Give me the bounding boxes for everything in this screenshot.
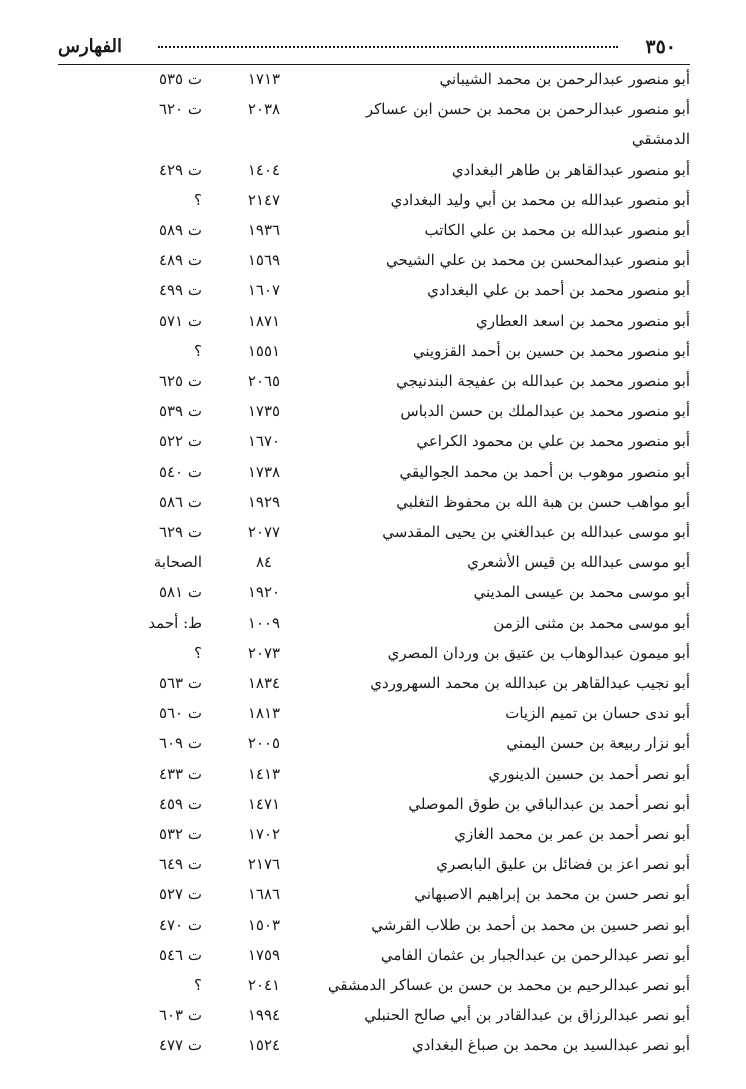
entry-number: ١٧٣٨	[247, 462, 281, 481]
entry-death-note: ت ٥٦٠	[158, 704, 202, 723]
entry-number: ١٤٠٤	[247, 160, 281, 179]
index-entry	[0, 974, 746, 1002]
entry-death-note: ت ٥٢٧	[158, 885, 202, 904]
entry-death-note: ت ٦٢٩	[158, 523, 202, 541]
index-entry	[0, 279, 746, 307]
entry-number: ١٧٣٥	[247, 402, 281, 421]
index-entry	[0, 672, 746, 700]
entry-number: ١٥٦٩	[247, 251, 281, 270]
entry-number: ٢٠٠٥	[247, 734, 281, 753]
entry-name: أبو نصر عبدالرزاق بن عبدالقادر بن أبي صالح الحنبلي	[364, 1006, 690, 1025]
entry-number: ١٦٠٧	[247, 281, 281, 300]
entry-name: أبو منصور موهوب بن أحمد بن محمد الجواليقي	[399, 462, 690, 481]
entry-name: أبو منصور عبدالمحسن بن محمد بن علي الشيحي	[386, 251, 690, 270]
entry-name: أبو منصور عبدالرحمن بن محمد الشيباني	[439, 70, 690, 88]
entry-name: أبو نصر عبدالرحيم بن محمد بن حسن بن عساكر الدمشقي	[327, 976, 690, 994]
entry-death-note: ؟	[194, 643, 202, 662]
entry-name: أبو منصور عبدالله بن محمد بن علي الكاتب	[424, 221, 690, 239]
page-number: ٣٥٠	[645, 36, 676, 58]
entry-death-note: ت ٥٣٢	[158, 825, 202, 843]
entry-name: أبو نصر عبدالسيد بن محمد بن صباغ البغدادي	[412, 1036, 690, 1055]
index-entry	[0, 219, 746, 247]
entry-name: أبو موسى محمد بن عيسى المديني	[473, 583, 690, 602]
entry-death-note: ت ٤٢٩	[158, 160, 202, 179]
entry-death-note: ت ٤٧٠	[158, 915, 202, 934]
index-entry	[0, 823, 746, 851]
entry-death-note: ت ٥٨١	[158, 583, 202, 602]
index-entry	[0, 310, 746, 338]
entry-number: ١٥٥١	[247, 341, 281, 360]
entry-death-note: ت ٤٧٧	[158, 1036, 202, 1055]
entry-death-note: ت ٥٦٣	[158, 674, 202, 692]
index-entry	[0, 340, 746, 368]
entry-name: أبو نصر حسين بن محمد بن أحمد بن طلاب القرشي	[371, 915, 690, 934]
entry-name: أبو منصور عبدالقاهر بن طاهر البغدادي	[451, 160, 690, 179]
entry-death-note: ؟	[194, 190, 202, 209]
index-entry	[0, 400, 746, 428]
index-entry	[0, 551, 746, 579]
entry-number: ٢١٧٦	[247, 855, 281, 874]
entry-number: ١٨٣٤	[247, 674, 281, 692]
index-entry	[0, 1034, 746, 1062]
entry-name: أبو موسى محمد بن مثنى الزمن	[493, 613, 690, 632]
entry-number: ١٧١٣	[247, 70, 281, 88]
index-entry	[0, 461, 746, 489]
entry-number: ١٠٠٩	[247, 613, 281, 632]
entry-death-note: ت ٥٣٥	[158, 70, 202, 88]
entry-number: ٢٠٣٨	[247, 100, 281, 119]
index-entry	[0, 430, 746, 458]
entry-name: أبو منصور محمد بن علي بن محمود الكراعي	[416, 432, 690, 451]
entry-death-note: الصحابة	[153, 553, 202, 572]
entry-death-note: ت ٥٧١	[158, 311, 202, 330]
index-entry	[0, 612, 746, 640]
entry-number: ١٦٧٠	[247, 432, 281, 451]
entry-death-note: ت ٥٨٩	[158, 221, 202, 239]
entry-name: أبو منصور محمد بن عبدالله بن عفيجة البندنيجي	[396, 372, 690, 390]
page-header	[58, 34, 690, 65]
entry-name: أبو منصور محمد بن أحمد بن علي البغدادي	[427, 281, 690, 300]
index-entry	[0, 249, 746, 277]
index-entry	[0, 159, 746, 187]
index-entry	[0, 642, 746, 670]
entry-name: أبو منصور عبدالله بن محمد بن أبي وليد البغدادي	[390, 190, 690, 209]
entry-name: أبو منصور محمد بن عبدالملك بن حسن الدباس	[400, 402, 690, 421]
index-entry	[0, 763, 746, 791]
entry-number: ١٩٣٦	[247, 221, 281, 239]
entry-name: أبو نجيب عبدالقاهر بن عبدالله بن محمد السهروردي	[370, 674, 690, 692]
index-entry	[0, 944, 746, 972]
entry-name: أبو منصور محمد بن اسعد العطاري	[475, 311, 690, 330]
entry-death-note: ت ٤٩٩	[158, 281, 202, 300]
index-entry	[0, 1004, 746, 1032]
entry-death-note: ت ٦٢٠	[158, 100, 202, 119]
entry-number: ١٩٢٩	[247, 492, 281, 511]
entry-number: ٢٠٤١	[247, 976, 281, 994]
index-entry	[0, 732, 746, 760]
entry-number: ١٦٨٦	[247, 885, 281, 904]
entry-death-note: ت ٥٣٩	[158, 402, 202, 421]
entry-death-note: ت ٥٢٢	[158, 432, 202, 451]
entry-number: ١٤١٣	[247, 764, 281, 783]
entry-name: أبو منصور محمد بن حسين بن أحمد القزويني	[412, 341, 690, 360]
entry-death-note: ت ٦٢٥	[158, 372, 202, 390]
entry-number: ٢٠٦٥	[247, 372, 281, 390]
index-entry	[0, 581, 746, 609]
entry-name: أبو مواهب حسن بن هبة الله بن محفوظ التغلبي	[396, 492, 690, 511]
entry-name: أبو نزار ربيعة بن حسن اليمني	[506, 734, 690, 753]
entry-name: أبو نصر أحمد بن عمر بن محمد الغازي	[454, 825, 690, 843]
index-entry	[0, 702, 746, 730]
entry-name: أبو نصر اعز بن فضائل بن عليق البابصري	[436, 855, 690, 874]
entry-death-note: ت ٤٥٩	[158, 794, 202, 813]
entry-number: ١٨٧١	[247, 311, 281, 330]
index-entry	[0, 793, 746, 821]
entry-number: ١٧٥٩	[247, 945, 281, 964]
entry-number: ٢٠٧٣	[247, 643, 281, 662]
entry-name: أبو نصر عبدالرحمن بن عبدالجبار بن عثمان الفامي	[380, 945, 690, 964]
entry-number: ١٩٩٤	[247, 1006, 281, 1025]
entry-death-note: ت ٤٣٣	[158, 764, 202, 783]
entry-number: ١٤٧١	[247, 794, 281, 813]
index-entry	[0, 98, 746, 149]
index-entry	[0, 189, 746, 217]
section-title: الفهارس	[58, 36, 123, 57]
index-entry	[0, 883, 746, 911]
entry-name: أبو منصور عبدالرحمن بن محمد بن حسن ابن عساكر	[365, 100, 690, 119]
entry-death-note: ت ٥٤٦	[158, 945, 202, 964]
entry-number: ٨٤	[255, 553, 273, 572]
entry-name-continuation: الدمشقي	[631, 130, 690, 149]
entry-name: أبو نصر أحمد بن عبدالباقي بن طوق الموصلي	[408, 794, 690, 813]
entry-name: أبو موسى عبدالله بن قيس الأشعري	[467, 553, 690, 572]
entry-death-note: ؟	[194, 341, 202, 360]
index-entry	[0, 491, 746, 519]
entry-number: ١٨١٣	[247, 704, 281, 723]
entry-death-note: ط: أحمد	[148, 613, 202, 632]
entry-number: ١٩٢٠	[247, 583, 281, 602]
entry-death-note: ت ٥٤٠	[158, 462, 202, 481]
index-entry	[0, 370, 746, 398]
entry-name: أبو موسى عبدالله بن عبدالغني بن يحيى المقدسي	[382, 523, 690, 541]
entry-name: أبو نصر حسن بن محمد بن إبراهيم الاصبهاني	[414, 885, 690, 904]
entry-death-note: ت ٦٠٩	[158, 734, 202, 753]
entry-name: أبو نصر أحمد بن حسين الدينوري	[488, 764, 690, 783]
entry-name: أبو ميمون عبدالوهاب بن عتيق بن وردان المصري	[387, 643, 690, 662]
index-entry	[0, 914, 746, 942]
entry-number: ٢٠٧٧	[247, 523, 281, 541]
entry-number: ١٧٠٢	[247, 825, 281, 843]
entry-death-note: ؟	[194, 976, 202, 994]
entry-death-note: ت ٦٤٩	[158, 855, 202, 874]
header-dotted-leader	[158, 46, 618, 48]
entry-number: ١٥٢٤	[247, 1036, 281, 1055]
index-entry	[0, 853, 746, 881]
index-entry	[0, 521, 746, 549]
entry-death-note: ت ٦٠٣	[158, 1006, 202, 1025]
entry-number: ٢١٤٧	[247, 190, 281, 209]
entry-death-note: ت ٥٨٦	[158, 492, 202, 511]
entry-number: ١٥٠٣	[247, 915, 281, 934]
entry-name: أبو ندى حسان بن تميم الزيات	[505, 704, 690, 723]
entry-death-note: ت ٤٨٩	[158, 251, 202, 270]
index-entry	[0, 68, 746, 96]
